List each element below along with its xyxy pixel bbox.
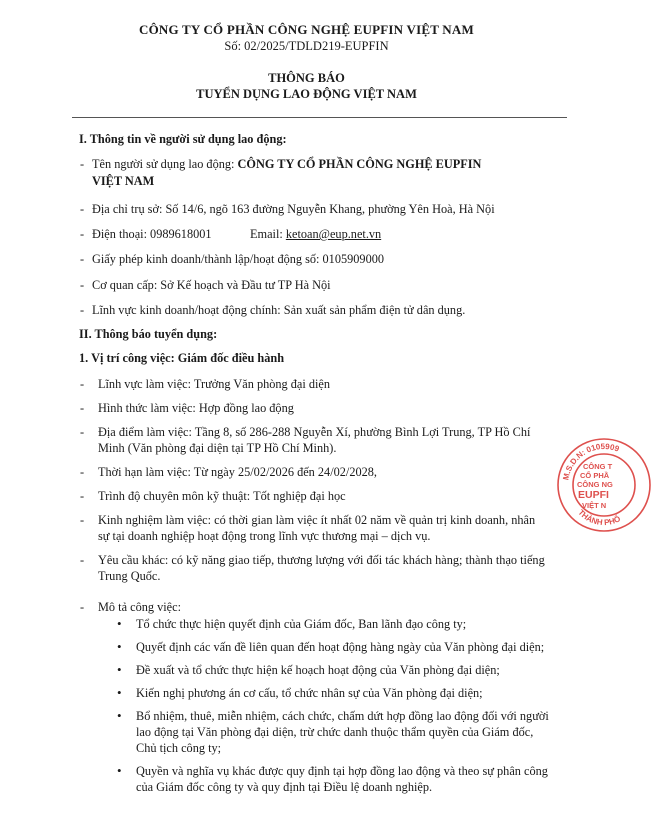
email-line xyxy=(250,226,381,242)
work-location: Địa điểm làm việc: Tầng 8, số 286-288 Nguyễn Xí, phường Bình Lợi Trung, TP Hồ Chí xyxy=(98,425,531,439)
email-link[interactable]: ketoan@eup.net.vn xyxy=(285,227,382,241)
bullet-marker: • xyxy=(117,662,122,677)
duty-item-cont: lao động tại Văn phòng đại diện, trừ chức danh thuộc thẩm quyền của Giám đốc, xyxy=(136,725,534,739)
dash-marker: - xyxy=(80,303,85,317)
license-number: Giấy phép kinh doanh/thành lập/hoạt động số: 0105909000 xyxy=(92,252,385,266)
other-requirements: Yêu cầu khác: có kỹ năng giao tiếp, thương lượng với đối tác khách hàng; thành thạo tiếng xyxy=(98,553,545,567)
email-label: Email: xyxy=(250,227,286,241)
document-number: Số: 02/2025/TDLD219-EUPFIN xyxy=(224,39,389,53)
experience-cont: sự tại doanh nghiệp hoạt động trong lĩnh vực thương mại – dịch vụ. xyxy=(98,529,431,543)
dash-marker: - xyxy=(80,401,85,415)
issuing-agency: Cơ quan cấp: Sở Kế hoạch và Đầu tư TP Hà Nội xyxy=(92,278,331,292)
work-form: Hình thức làm việc: Hợp đồng lao động xyxy=(98,401,294,415)
employer-line xyxy=(92,156,481,172)
bullet-marker: • xyxy=(117,685,122,700)
job-description-label: Mô tả công việc: xyxy=(98,600,181,614)
dash-marker: - xyxy=(80,278,85,292)
notice-title: THÔNG BÁO xyxy=(268,71,345,85)
experience: Kinh nghiệm làm việc: có thời gian làm việc ít nhất 02 năm về quản trị kinh doanh, nhân xyxy=(98,513,536,527)
duty-item: Đề xuất và tổ chức thực hiện kế hoạch hoạt động của Văn phòng đại diện; xyxy=(136,663,500,677)
duty-item-cont: của Giám đốc công ty và quy định tại Điều lệ doanh nghiệp. xyxy=(136,780,433,794)
dash-marker: - xyxy=(80,425,85,439)
work-location-cont: Minh (Văn phòng đại diện tại TP Hồ Chí Minh). xyxy=(98,441,337,455)
phone: Điện thoại: 0989618001 xyxy=(92,227,212,241)
duty-item: Tổ chức thực hiện quyết định của Giám đốc, Ban lãnh đạo công ty; xyxy=(136,617,467,631)
duty-item-cont: Chủ tịch công ty; xyxy=(136,741,222,755)
work-duration: Thời hạn làm việc: Từ ngày 25/02/2026 đến 24/02/2028, xyxy=(98,465,377,479)
duty-item: Bổ nhiệm, thuê, miễn nhiệm, cách chức, chấm dứt hợp đồng lao động đối với người xyxy=(136,709,549,723)
seal-bottom-text: THÀNH PHỐ xyxy=(576,507,622,528)
other-requirements-cont: Trung Quốc. xyxy=(98,569,161,583)
header-divider xyxy=(72,117,567,118)
qualification: Trình độ chuyên môn kỹ thuật: Tốt nghiệp đại học xyxy=(98,489,346,503)
dash-marker: - xyxy=(80,202,85,216)
dash-marker: - xyxy=(80,465,85,479)
seal-line-2: CỔ PHẦ xyxy=(580,471,610,480)
dash-marker: - xyxy=(80,377,85,391)
duty-item: Kiến nghị phương án cơ cấu, tổ chức nhân sự của Văn phòng đại diện; xyxy=(136,686,483,700)
employer-label: Tên người sử dụng lao động: xyxy=(92,157,238,171)
bullet-marker: • xyxy=(117,639,122,654)
address: Địa chỉ trụ sở: Số 14/6, ngõ 163 đường Nguyễn Khang, phường Yên Hoà, Hà Nội xyxy=(92,202,495,216)
company-seal xyxy=(556,437,652,533)
bullet-marker: • xyxy=(117,616,122,631)
bullet-marker: • xyxy=(117,763,122,778)
employer-name-cont: VIỆT NAM xyxy=(92,174,155,188)
position-heading: 1. Vị trí công việc: Giám đốc điều hành xyxy=(79,351,285,365)
dash-marker: - xyxy=(80,553,85,567)
seal-line-1: CÔNG T xyxy=(583,462,613,471)
bullet-marker: • xyxy=(117,708,122,723)
work-field: Lĩnh vực làm việc: Trưởng Văn phòng đại diện xyxy=(98,377,331,391)
dash-marker: - xyxy=(80,157,85,171)
employer-name: CÔNG TY CỔ PHẦN CÔNG NGHỆ EUPFIN xyxy=(237,157,482,171)
duty-item: Quyền và nghĩa vụ khác được quy định tại hợp đồng lao động và theo sự phân công xyxy=(136,764,548,778)
seal-ring-text: M.S.D.N: 0105909 xyxy=(561,441,621,481)
business-field: Lĩnh vực kinh doanh/hoạt động chính: Sản xuất sản phẩm điện tử dân dụng. xyxy=(92,303,466,317)
dash-marker: - xyxy=(80,252,85,266)
dash-marker: - xyxy=(80,600,85,614)
dash-marker: - xyxy=(80,513,85,527)
section-2-heading: II. Thông báo tuyển dụng: xyxy=(79,327,218,341)
seal-line-5: VIỆT N xyxy=(582,501,607,510)
seal-line-3: CÔNG NG xyxy=(577,480,613,489)
section-1-heading: I. Thông tin về người sử dụng lao động: xyxy=(79,132,287,146)
duty-item: Quyết định các vấn đề liên quan đến hoạt động hàng ngày của Văn phòng đại diện; xyxy=(136,640,545,654)
dash-marker: - xyxy=(80,227,85,241)
company-name: CÔNG TY CỔ PHẦN CÔNG NGHỆ EUPFIN VIỆT NAM xyxy=(139,22,474,37)
seal-line-4: EUPFI xyxy=(578,489,609,501)
notice-subtitle: TUYỂN DỤNG LAO ĐỘNG VIỆT NAM xyxy=(196,87,417,101)
dash-marker: - xyxy=(80,489,85,503)
